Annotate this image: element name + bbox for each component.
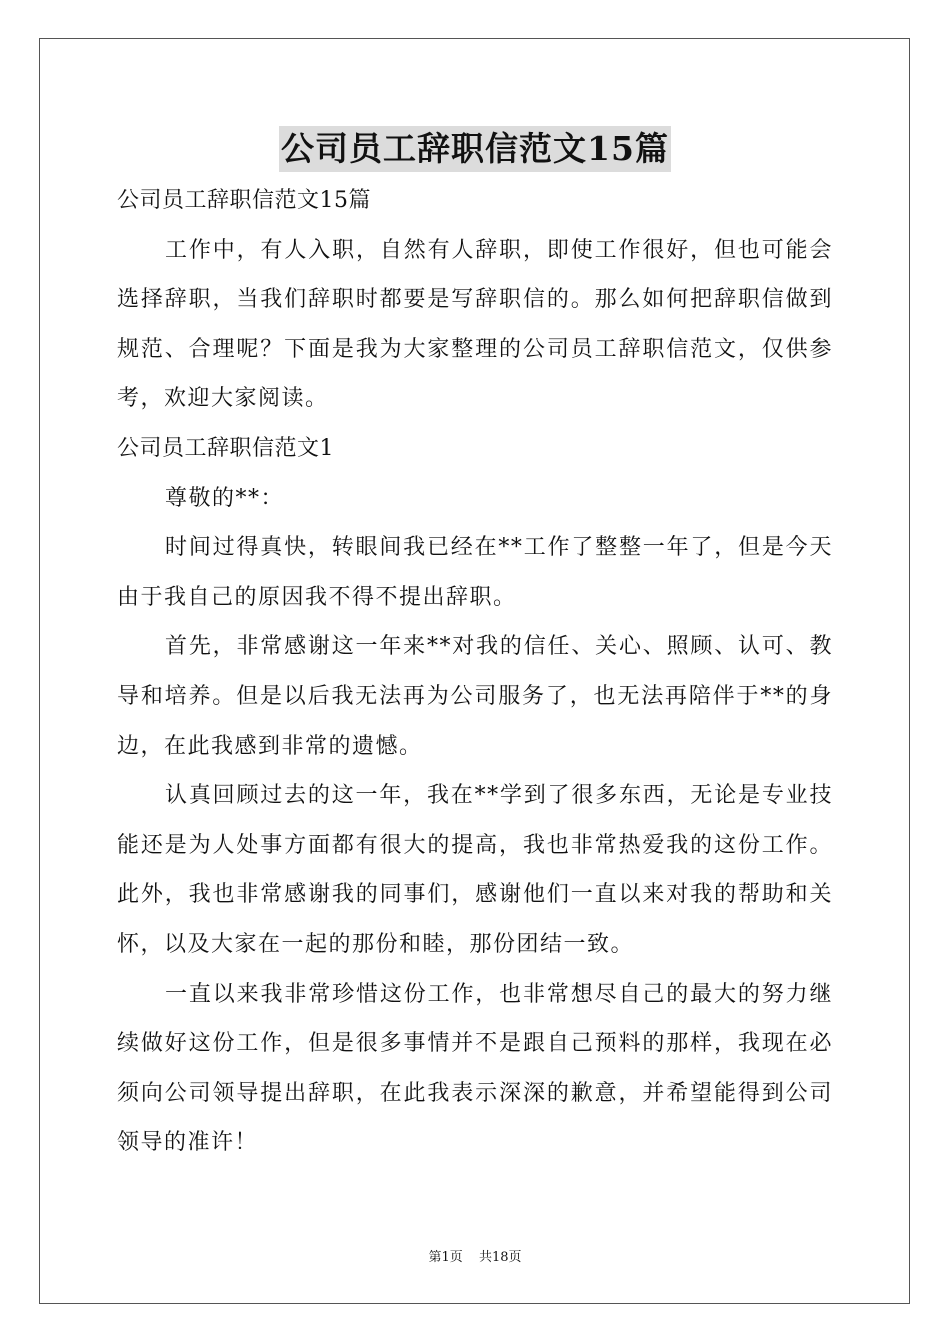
page-number: 第1页 <box>428 1250 463 1265</box>
body-paragraph: 认真回顾过去的这一年，我在**学到了很多东西，无论是专业技能还是为人处事方面都有很大的提高，我也非常热爱我的这份工作。此外，我也非常感谢我的同事们，感谢他们一直以来对我的帮助和关怀，以及大家在一起的那份和睦，那份团结一致。 <box>117 783 833 957</box>
title-container <box>0 126 950 172</box>
salutation: 尊敬的**： <box>165 485 285 511</box>
body-paragraph: 首先，非常感谢这一年来**对我的信任、关心、照顾、认可、教导和培养。但是以后我无法再为公司服务了，也无法再陪伴于**的身边，在此我感到非常的遗憾。 <box>117 634 833 759</box>
body-paragraph: 一直以来我非常珍惜这份工作，也非常想尽自己的最大的努力继续做好这份工作，但是很多事情并不是跟自己预料的那样，我现在必须向公司领导提出辞职，在此我表示深深的歉意，并希望能得到公司领导的准许！ <box>117 981 833 1156</box>
document-body <box>117 176 833 1168</box>
body-paragraph: 时间过得真快，转眼间我已经在**工作了整整一年了，但是今天由于我自己的原因我不得不提出辞职。 <box>117 535 833 610</box>
intro-paragraph: 工作中，有人入职，自然有人辞职，即使工作很好，但也可能会选择辞职，当我们辞职时都要是写辞职信的。那么如何把辞职信做到规范、合理呢？下面是我为大家整理的公司员工辞职信范文，仅供参考，欢迎大家阅读。 <box>117 237 833 412</box>
page-total: 共18页 <box>478 1250 522 1265</box>
subtitle-line: 公司员工辞职信范文15篇 <box>117 188 371 213</box>
page-footer <box>0 1249 950 1267</box>
document-title: 公司员工辞职信范文15篇 <box>279 126 671 172</box>
section-heading: 公司员工辞职信范文1 <box>117 435 334 461</box>
